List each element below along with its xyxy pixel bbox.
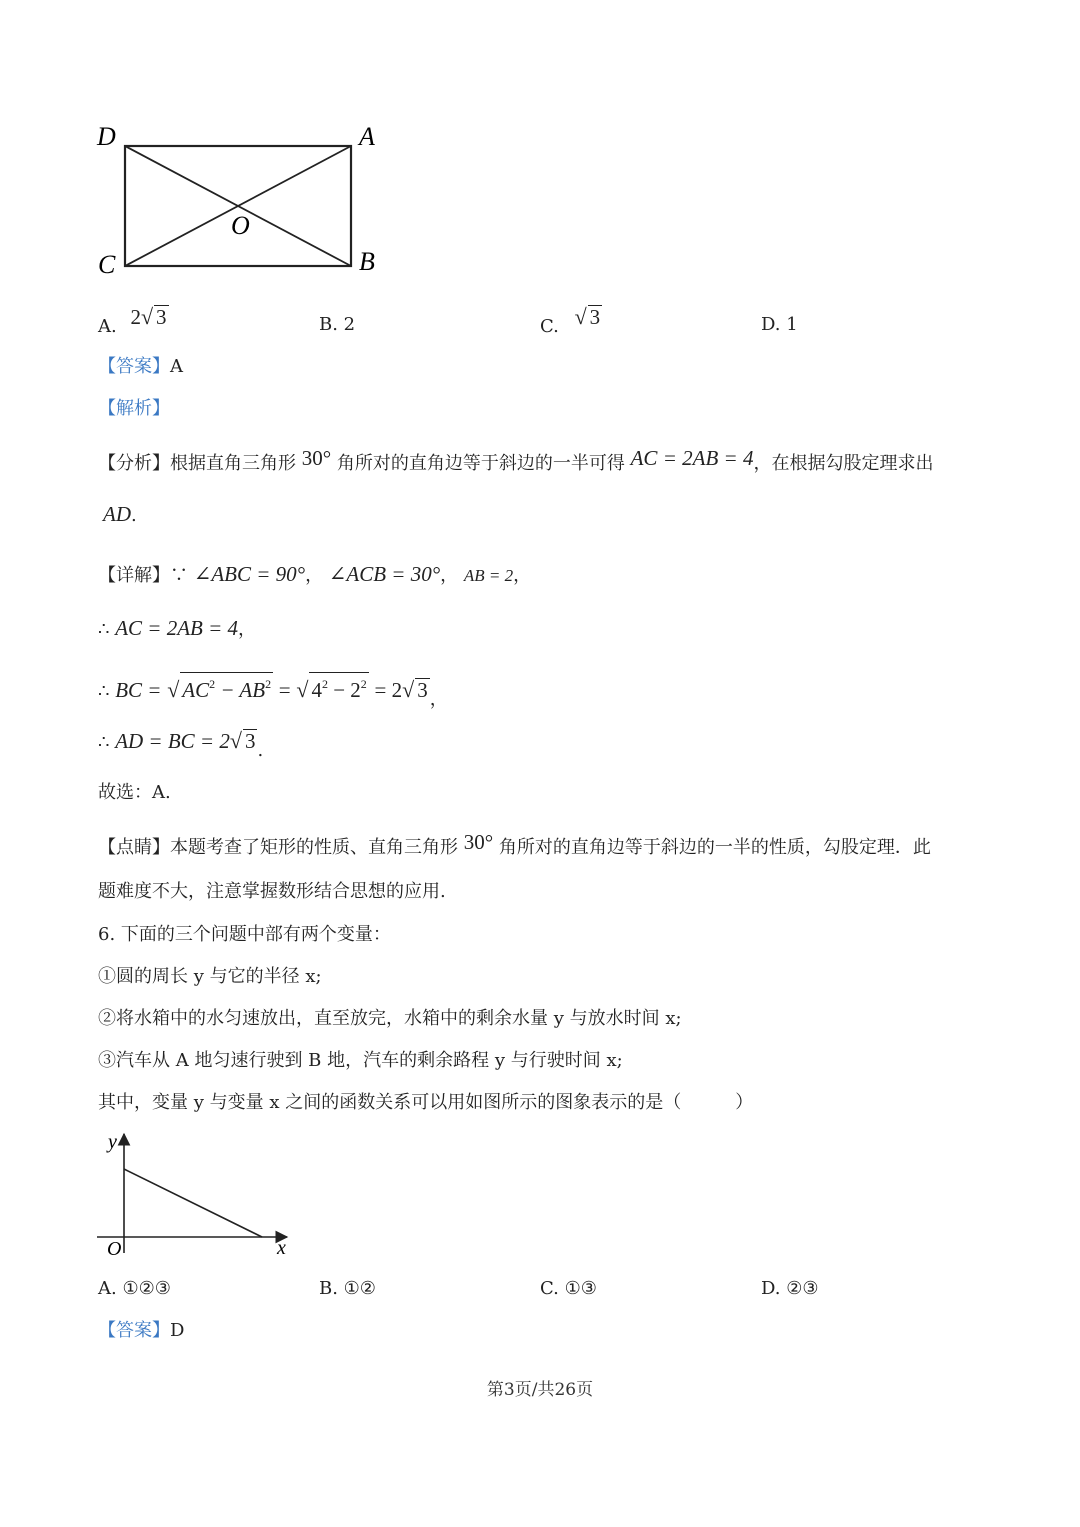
fenxi-angle: 30° [301, 446, 332, 470]
step-2-result-coef: = 2 [374, 678, 403, 702]
fenxi-period: . [131, 505, 137, 526]
q5-fenxi-line2 [103, 502, 137, 528]
option-a-radicand: 3 [156, 305, 167, 329]
y-axis-label: y [108, 1131, 117, 1153]
because-symbol: ∵ [170, 565, 188, 586]
option-c-label: C. [540, 316, 559, 337]
detail-angle-acb: ∠ACB = 30° [328, 562, 441, 586]
detail-angle-abc: ∠ABC = 90° [193, 562, 306, 586]
q5-comment-line2: 题难度不大，注意掌握数形结合思想的应用. [98, 881, 446, 902]
comment-tag: 【点睛】 [98, 837, 170, 858]
detail-sep-3: ， [513, 565, 532, 586]
fenxi-text-1: 根据直角三角形 [170, 453, 296, 474]
decreasing-line [124, 1169, 262, 1237]
vertex-label-c: C [98, 250, 116, 279]
q5-option-d: D. 1 [761, 314, 798, 335]
q5-option-a: A. 2√ 3 [98, 304, 167, 337]
q6-answer [98, 1319, 184, 1343]
vertex-label-a: A [359, 122, 375, 151]
option-c-radicand: 3 [589, 305, 601, 329]
comment-text-1: 本题考查了矩形的性质、直角三角形 [170, 837, 458, 858]
step-1-comma: ， [238, 619, 257, 640]
vertex-label-d: D [97, 122, 116, 151]
comment-text-2: 角所对的直角边等于斜边的一半的性质，勾股定理．此 [498, 837, 931, 858]
origin-label: O [107, 1238, 122, 1260]
rectangle-figure [90, 115, 400, 290]
step-2-four: 4 [311, 678, 322, 702]
q5-detail-line [98, 562, 531, 588]
therefore-symbol: ∴ [98, 732, 110, 753]
q6-question: 其中，变量 y 与变量 x 之间的函数关系可以用如图所示的图象表示的是（ ） [98, 1092, 754, 1113]
q6-item-3: ③汽车从 A 地匀速行驶到 B 地，汽车的剩余路程 y 与行驶时间 x; [98, 1050, 623, 1071]
step-2-equals: = [278, 678, 291, 702]
step-2-ab: − AB [215, 678, 266, 702]
q5-choose: 故选：A. [98, 782, 171, 803]
q5-step-1 [98, 616, 256, 642]
fenxi-ad: AD [103, 502, 131, 526]
step-3-radicand: 3 [244, 729, 256, 753]
q6-option-c: C. ①③ [540, 1278, 597, 1299]
step-3-period: . [257, 740, 264, 761]
q6-item-2: ②将水箱中的水匀速放出，直至放完，水箱中的剩余水量 y 与放水时间 x; [98, 1008, 682, 1029]
detail-sep-2: ， [440, 565, 459, 586]
step-2-exp-4: 2 [360, 677, 367, 691]
detail-ab: AB = 2 [463, 566, 514, 585]
q6-item-1: ①圆的周长 y 与它的半径 x; [98, 966, 322, 987]
detail-tag: 【详解】 [98, 565, 170, 586]
step-2-exp-3: 2 [321, 677, 328, 691]
step-2-comma: ， [429, 689, 448, 710]
fenxi-tag: 【分析】 [98, 453, 170, 474]
q5-step-2: ∴ BC = √ $AC^2 - AB^2$ = √ $4^2 - 2^2 = 2√$ 3 ， [98, 672, 448, 704]
center-label-o: O [231, 211, 250, 240]
answer-tag: 【答案】 [98, 356, 170, 377]
q5-fenxi-line1 [98, 446, 934, 476]
option-a-coefficient: 2 [130, 305, 141, 329]
step-2-ac: AC [182, 678, 210, 702]
q5-comment-line1 [98, 830, 931, 860]
q6-option-b: B. ①② [319, 1278, 376, 1299]
therefore-symbol: ∴ [98, 681, 110, 702]
q5-answer [98, 355, 183, 379]
q6-stem: 6. 下面的三个问题中部有两个变量： [98, 924, 391, 945]
vertex-label-b: B [359, 247, 375, 276]
q5-option-c: C. √ 3 [540, 304, 601, 337]
q6-option-a: A. ①②③ [98, 1278, 171, 1299]
page-number: 第3页/共26页 [486, 1380, 594, 1400]
step-2-exp-1: 2 [209, 677, 216, 691]
option-a-label: A. [98, 316, 117, 337]
detail-sep-1: ， [305, 565, 324, 586]
q5-analysis-tag: 【解析】 [98, 398, 170, 419]
answer-value: A [170, 356, 183, 377]
fenxi-text-3: ，在根据勾股定理求出 [753, 453, 934, 474]
therefore-symbol: ∴ [98, 619, 110, 640]
fenxi-equation: AC = 2AB = 4 [630, 446, 754, 470]
comment-angle: 30° [463, 830, 494, 854]
function-graph-figure [95, 1128, 305, 1263]
step-2-exp-2: 2 [265, 677, 272, 691]
step-2-lhs: BC = [115, 678, 162, 702]
x-axis-label: x [277, 1237, 286, 1259]
fenxi-text-2: 角所对的直角边等于斜边的一半可得 [336, 453, 625, 474]
q5-step-3: ∴ AD = BC = 2√ 3 . [98, 728, 264, 761]
step-2-two: − 2 [327, 678, 361, 702]
answer-tag: 【答案】 [98, 1320, 170, 1341]
step-2-result-radicand: 3 [417, 678, 428, 702]
step-3-equation: AD = BC = 2 [115, 729, 230, 753]
answer-value: D [170, 1320, 185, 1341]
step-1-equation: AC = 2AB = 4 [115, 616, 239, 640]
q5-option-b: B. 2 [319, 314, 356, 335]
q6-option-d: D. ②③ [761, 1278, 819, 1299]
